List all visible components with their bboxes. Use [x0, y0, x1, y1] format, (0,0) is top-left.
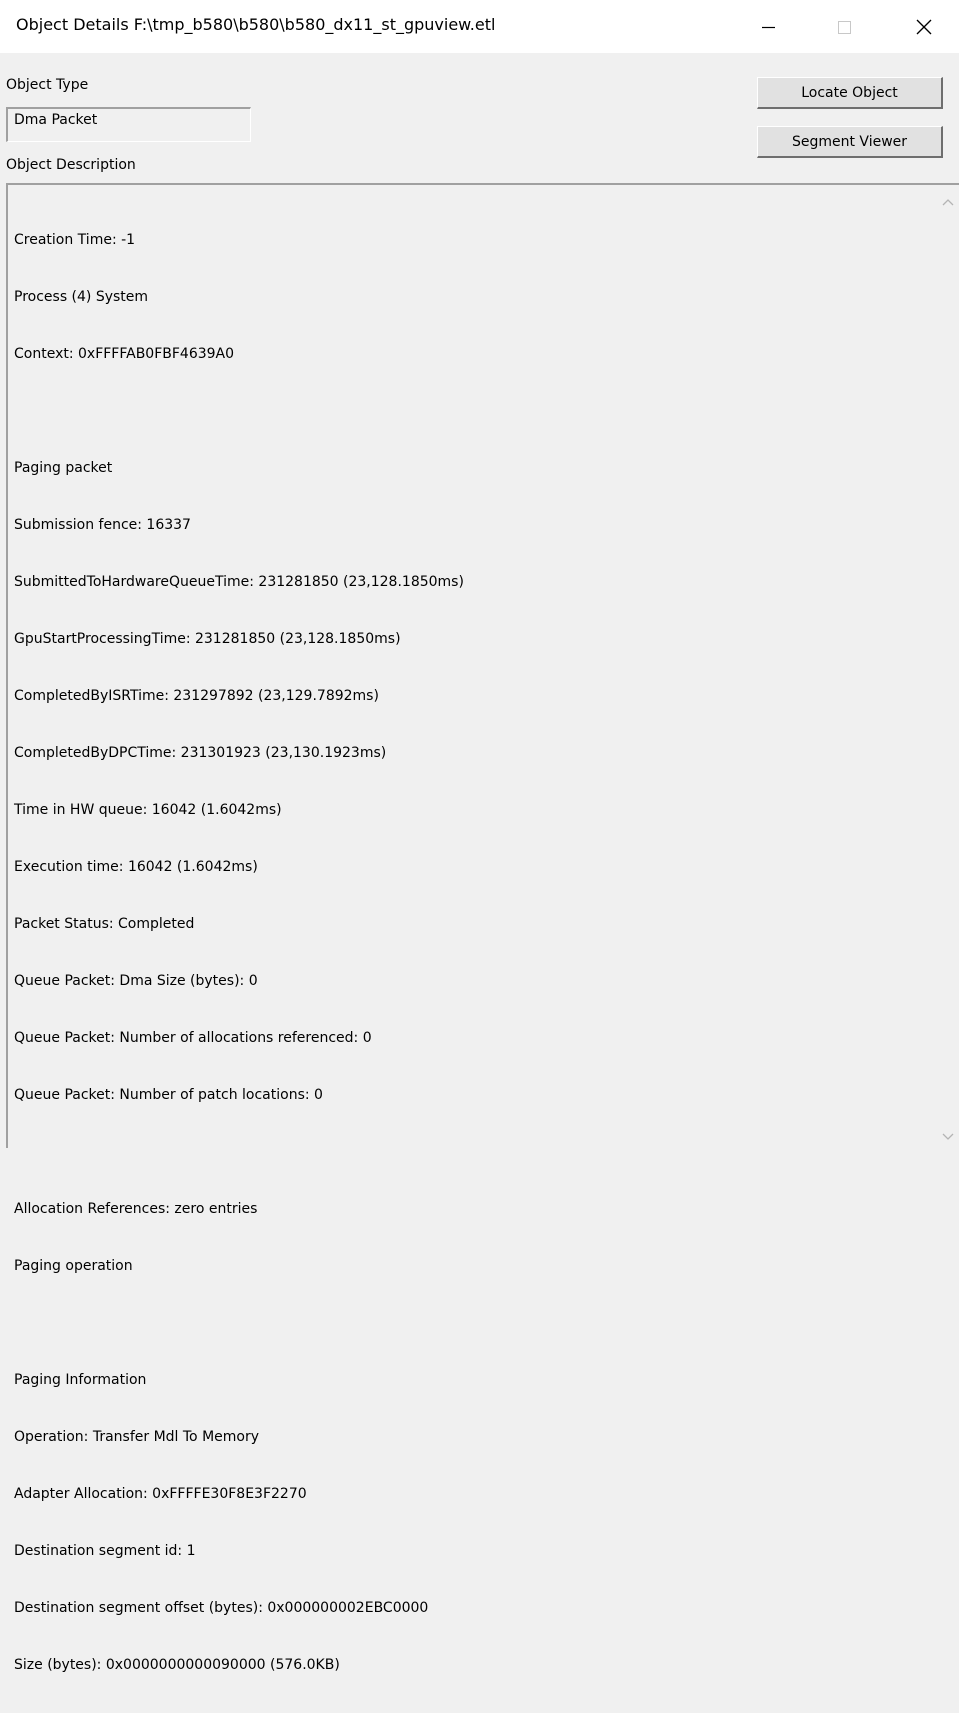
scroll-down-button[interactable]: [937, 1126, 959, 1148]
vertical-scrollbar[interactable]: [937, 185, 959, 1148]
description-line: Creation Time: -1: [14, 232, 136, 248]
description-line: Destination segment id: 1: [14, 1543, 196, 1559]
description-line: [14, 1314, 919, 1333]
object-type-field: [6, 107, 251, 142]
description-line: SubmittedToHardwareQueueTime: 231281850 (23,128.1850ms): [14, 574, 464, 590]
window-title: Object Details F:\tmp_b580\b580\b580_dx11_st_gpuview.etl: [16, 15, 496, 34]
description-line: Execution time: 16042 (1.6042ms): [14, 859, 258, 875]
locate-object-button[interactable]: Locate Object: [757, 77, 943, 109]
description-line: Process (4) System: [14, 289, 149, 305]
minimize-icon: [760, 19, 776, 35]
maximize-button[interactable]: [816, 0, 872, 53]
title-bar: [0, 0, 959, 53]
segment-viewer-button[interactable]: Segment Viewer: [757, 126, 943, 158]
description-line: Time in HW queue: 16042 (1.6042ms): [14, 802, 282, 818]
description-line: Allocation References: zero entries: [14, 1201, 258, 1217]
description-line: Paging Information: [14, 1372, 147, 1388]
description-line: GpuStartProcessingTime: 231281850 (23,128.1850ms): [14, 631, 401, 647]
object-type-value: Dma Packet: [14, 112, 98, 128]
description-line: Packet Status: Completed: [14, 916, 195, 932]
chevron-up-icon: [942, 198, 954, 206]
chevron-down-icon: [942, 1133, 954, 1141]
description-line: CompletedByISRTime: 231297892 (23,129.7892ms): [14, 688, 379, 704]
description-line: Queue Packet: Number of patch locations: 0: [14, 1087, 323, 1103]
maximize-icon: [836, 19, 852, 35]
description-line: Destination segment offset (bytes): 0x000000002EBC0000: [14, 1600, 429, 1616]
description-line: Adapter Allocation: 0xFFFFE30F8E3F2270: [14, 1486, 307, 1502]
description-line: Submission fence: 16337: [14, 517, 191, 533]
description-line: Queue Packet: Number of allocations referenced: 0: [14, 1030, 372, 1046]
description-line: [14, 402, 919, 421]
close-icon: [915, 18, 933, 36]
scroll-up-button[interactable]: [937, 191, 959, 213]
description-line: CompletedByDPCTime: 231301923 (23,130.1923ms): [14, 745, 387, 761]
description-line: Paging operation: [14, 1258, 133, 1274]
description-line: Operation: Transfer Mdl To Memory: [14, 1429, 260, 1445]
description-line: [14, 1143, 919, 1162]
close-button[interactable]: [896, 0, 952, 53]
description-text: [14, 193, 919, 1713]
description-line: Size (bytes): 0x0000000000090000 (576.0KB): [14, 1657, 340, 1673]
minimize-button[interactable]: [740, 0, 796, 53]
object-type-label: Object Type: [6, 77, 89, 93]
description-line: Paging packet: [14, 460, 113, 476]
object-description-box[interactable]: [6, 183, 959, 1673]
description-line: Context: 0xFFFFAB0FBF4639A0: [14, 346, 235, 362]
description-line: Queue Packet: Dma Size (bytes): 0: [14, 973, 258, 989]
object-description-label: Object Description: [6, 157, 136, 173]
